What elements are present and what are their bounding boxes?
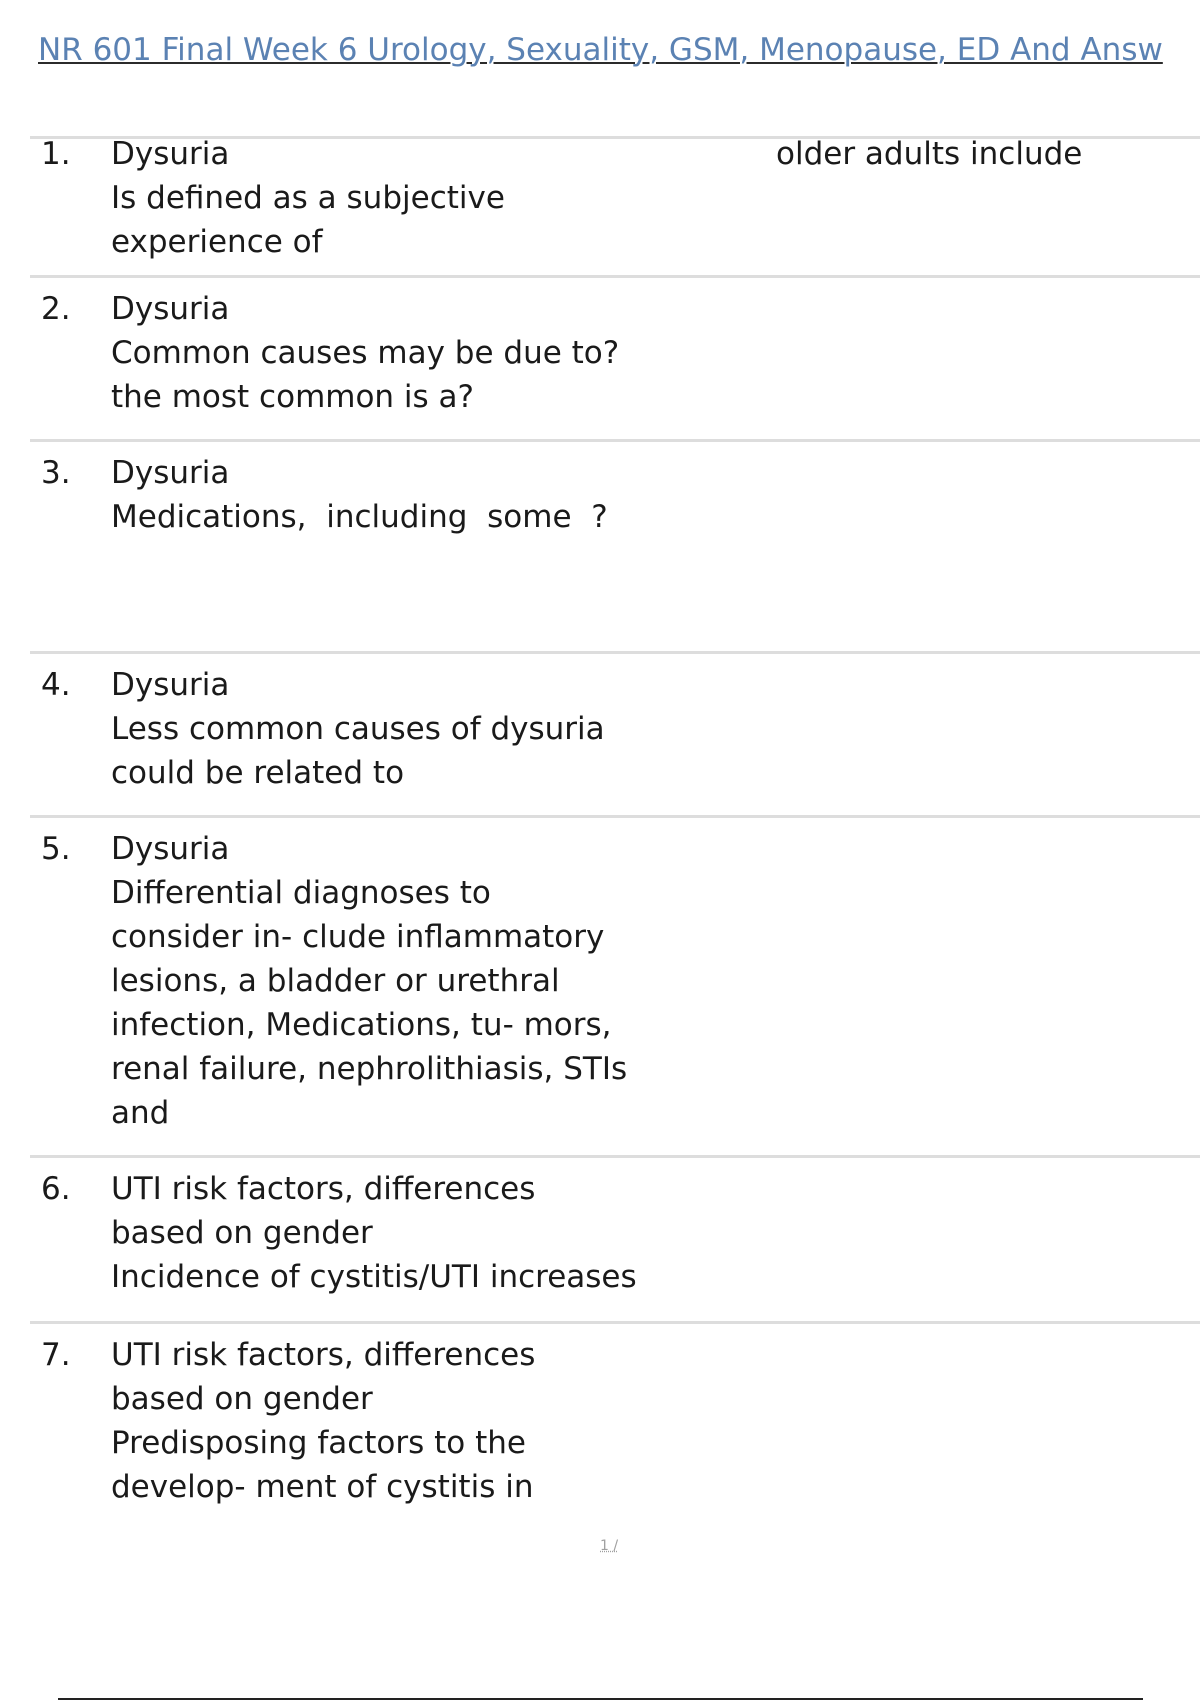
card-number: 6. <box>41 1171 71 1207</box>
flashcard-row <box>30 815 1200 1155</box>
card-term <box>111 451 731 539</box>
flashcard-row <box>30 651 1200 815</box>
document-title[interactable]: NR 601 Final Week 6 Urology, Sexuality, GSM, Menopause, ED And Answ <box>38 32 1163 68</box>
term-line: Dysuria <box>111 136 230 172</box>
term-line: Less common causes of dysuria <box>111 711 605 747</box>
term-line: Dysuria <box>111 831 230 867</box>
term-line: Common causes may be due to? <box>111 335 620 371</box>
card-number: 4. <box>41 667 71 703</box>
term-line: Dysuria <box>111 455 230 491</box>
term-line: renal failure, nephrolithiasis, STIs <box>111 1051 628 1087</box>
term-line: Dysuria <box>111 291 230 327</box>
flashcard-list <box>30 136 1200 1541</box>
term-line: and <box>111 1095 170 1131</box>
term-line: infection, Medications, tu- mors, <box>111 1007 612 1043</box>
page-number: 1 / <box>600 1538 619 1554</box>
term-line: lesions, a bladder or urethral <box>111 963 560 999</box>
term-line: UTI risk factors, differences <box>111 1337 536 1373</box>
term-line: Medications, including some ? <box>111 499 608 535</box>
flashcard-row <box>30 439 1200 651</box>
term-line: Predisposing factors to the <box>111 1425 526 1461</box>
term-line: the most common is a? <box>111 379 474 415</box>
flashcard-row <box>30 136 1200 275</box>
card-number: 3. <box>41 455 71 491</box>
flashcard-row <box>30 275 1200 439</box>
term-line: based on gender <box>111 1381 373 1417</box>
card-number: 5. <box>41 831 71 867</box>
card-number: 2. <box>41 291 71 327</box>
card-definition: older adults include <box>776 136 1083 172</box>
card-term <box>111 136 731 264</box>
card-number: 1. <box>41 136 71 172</box>
card-term <box>111 1333 731 1509</box>
term-line: could be related to <box>111 755 405 791</box>
term-line: Dysuria <box>111 667 230 703</box>
term-line: develop- ment of cystitis in <box>111 1469 534 1505</box>
term-line: Is defined as a subjective <box>111 180 505 216</box>
term-line: Differential diagnoses to <box>111 875 491 911</box>
term-line: consider in- clude inflammatory <box>111 919 605 955</box>
flashcard-row <box>30 1155 1200 1321</box>
term-line: Incidence of cystitis/UTI increases <box>111 1259 637 1295</box>
card-number: 7. <box>41 1337 71 1373</box>
flashcard-row <box>30 1321 1200 1541</box>
term-line: based on gender <box>111 1215 373 1251</box>
card-term <box>111 1167 731 1299</box>
term-line: UTI risk factors, differences <box>111 1171 536 1207</box>
card-term <box>111 287 731 419</box>
card-term <box>111 663 731 795</box>
card-term <box>111 827 731 1135</box>
term-line: experience of <box>111 224 323 260</box>
